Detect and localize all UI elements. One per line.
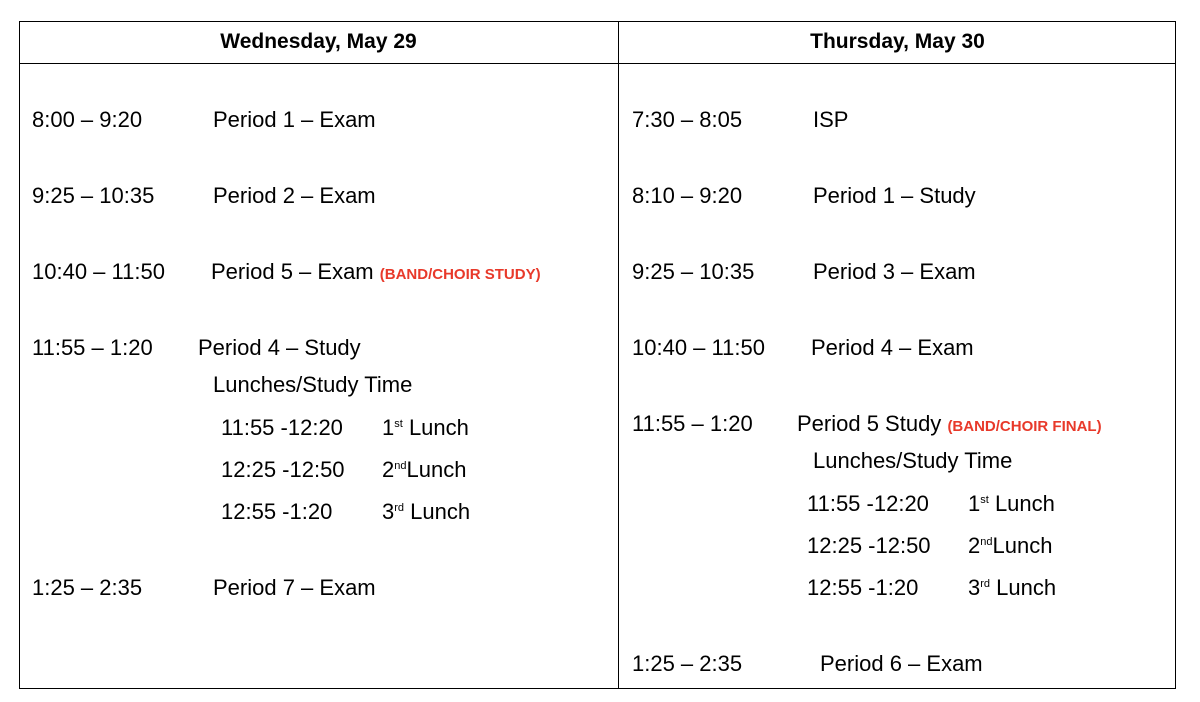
thu-row-5-label: Period 5 Study	[797, 411, 942, 436]
wed-row-5-time: 1:25 – 2:35	[32, 575, 143, 600]
thu-lunch-1-time: 11:55 -12:20	[807, 491, 929, 516]
thu-row-2-label: Period 1 – Study	[813, 183, 976, 208]
wed-row-1-time: 8:00 – 9:20	[32, 107, 143, 132]
header-wednesday: Wednesday, May 29	[220, 30, 417, 53]
thu-lunch-heading: Lunches/Study Time	[813, 448, 1013, 473]
wed-row-4-label: Period 4 – Study	[198, 335, 361, 360]
header-thursday: Thursday, May 30	[810, 30, 985, 53]
wed-row-2-label: Period 2 – Exam	[213, 183, 376, 208]
thu-lunch-1-name: 1st Lunch	[968, 491, 1055, 516]
thu-lunch-2-name: 2ndLunch	[968, 533, 1053, 558]
wed-lunch-2-time: 12:25 -12:50	[221, 457, 345, 482]
thu-row-6-time: 1:25 – 2:35	[632, 651, 743, 676]
thu-row-2-time: 8:10 – 9:20	[632, 183, 743, 208]
wed-row-5-label: Period 7 – Exam	[213, 575, 376, 600]
thu-row-3-label: Period 3 – Exam	[813, 259, 976, 284]
thu-row-4-time: 10:40 – 11:50	[632, 335, 765, 360]
thu-row-4-label: Period 4 – Exam	[811, 335, 974, 360]
thu-row-5-note: (BAND/CHOIR FINAL)	[947, 418, 1102, 435]
wed-lunch-1-name: 1st Lunch	[382, 415, 469, 440]
wed-row-3-time: 10:40 – 11:50	[32, 259, 165, 284]
thu-lunch-2-time: 12:25 -12:50	[807, 533, 931, 558]
wed-lunch-3-name: 3rd Lunch	[382, 499, 471, 524]
column-divider	[618, 21, 619, 689]
header-divider	[19, 63, 1176, 64]
wed-row-1-label: Period 1 – Exam	[213, 107, 376, 132]
wed-row-4-time: 11:55 – 1:20	[32, 335, 153, 360]
thu-row-6-label: Period 6 – Exam	[820, 651, 983, 676]
thu-lunch-3-time: 12:55 -1:20	[807, 575, 919, 600]
wed-row-3-label: Period 5 – Exam	[211, 259, 374, 284]
wed-row-3-entry	[211, 259, 541, 288]
thu-lunch-3-name: 3rd Lunch	[968, 575, 1057, 600]
thu-row-5-entry	[797, 411, 1102, 440]
thu-row-1-label: ISP	[813, 107, 849, 132]
wed-lunch-1-time: 11:55 -12:20	[221, 415, 343, 440]
thu-row-3-time: 9:25 – 10:35	[632, 259, 755, 284]
wed-lunch-3-time: 12:55 -1:20	[221, 499, 333, 524]
wed-row-3-note: (BAND/CHOIR STUDY)	[379, 266, 541, 283]
wed-row-2-time: 9:25 – 10:35	[32, 183, 155, 208]
wed-lunch-heading: Lunches/Study Time	[213, 372, 413, 397]
thu-row-5-time: 11:55 – 1:20	[632, 411, 753, 436]
thu-row-1-time: 7:30 – 8:05	[632, 107, 743, 132]
wed-lunch-2-name: 2ndLunch	[382, 457, 467, 482]
